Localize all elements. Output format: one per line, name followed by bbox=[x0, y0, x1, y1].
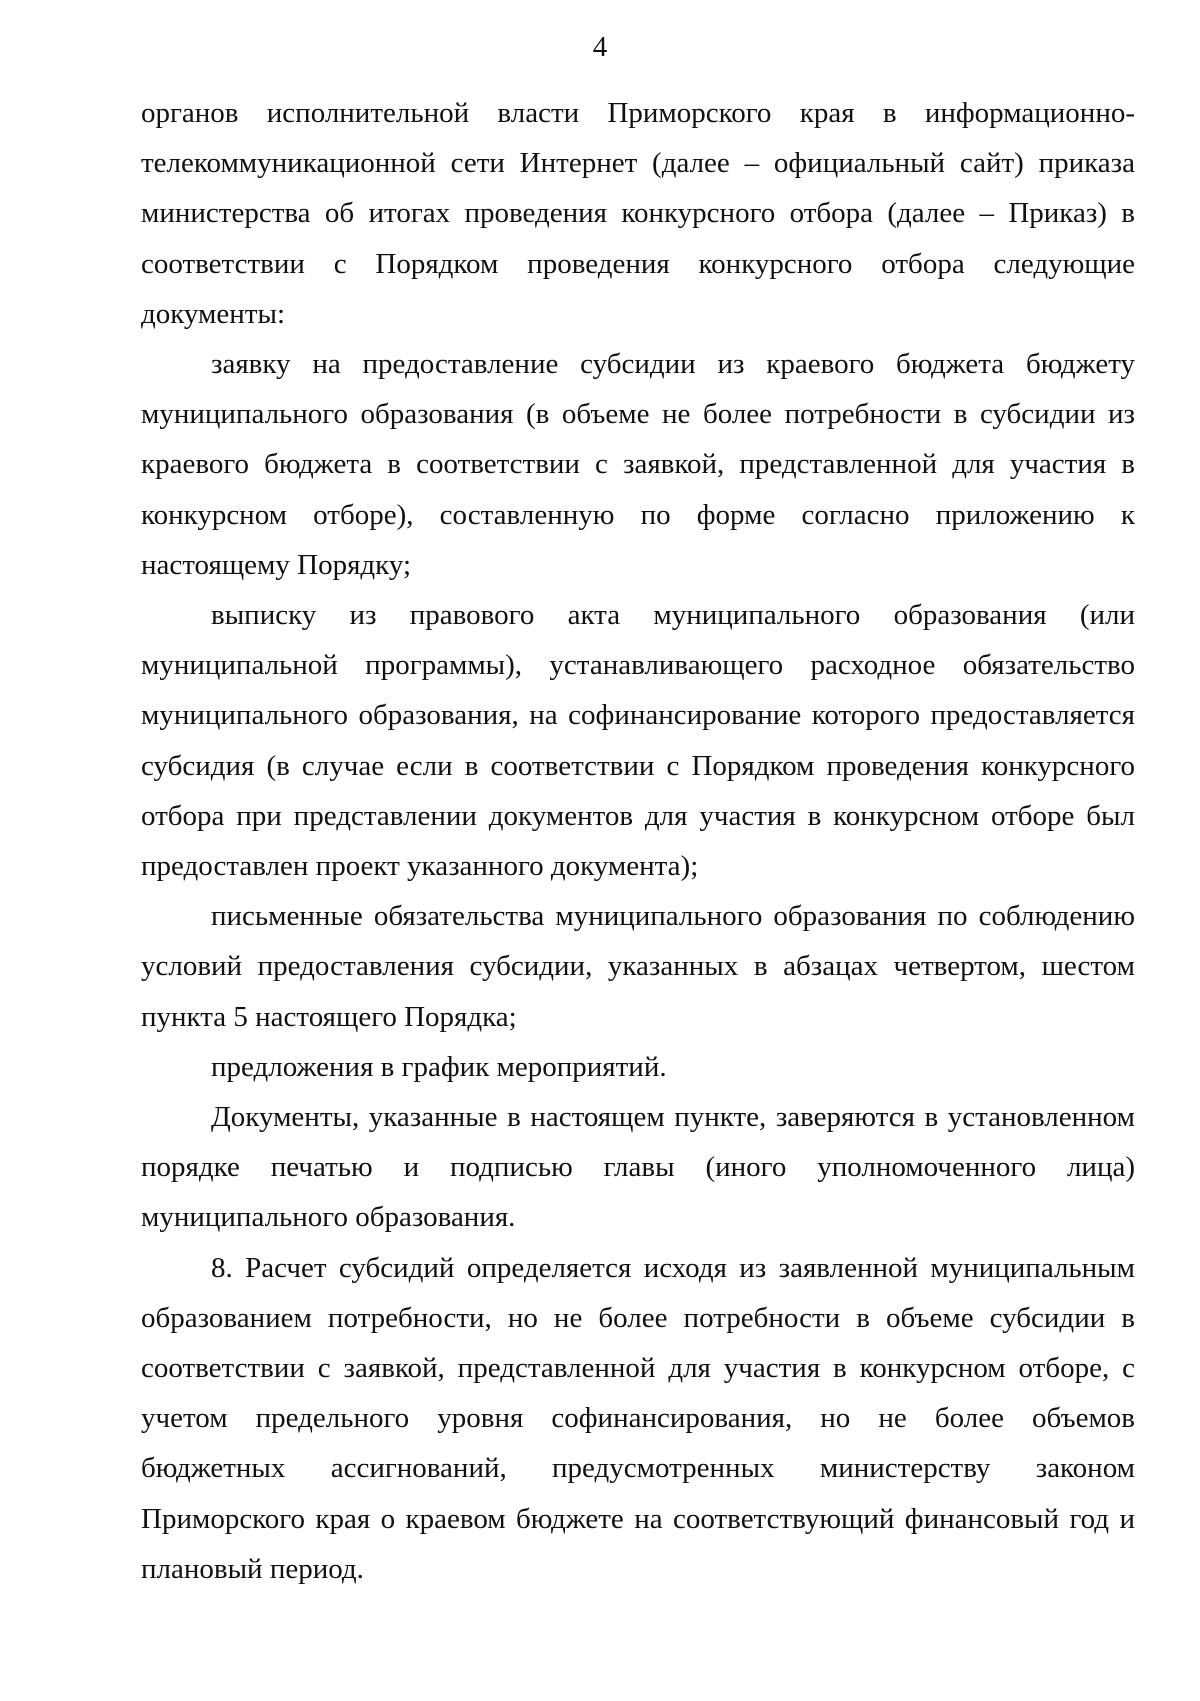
paragraph-application: заявку на предоставление субсидии из краевого бюджета бюджету муниципального образования (в объеме не более потребности в субсидии из краевого бюджета в соответствии с заявкой, представленной для участия в конкурсном отборе), составленную по форме согласно приложению к настоящему Порядку; bbox=[141, 348, 1135, 581]
paragraph-extract: выписку из правового акта муниципального образования (или муниципальной программы), устанавливающего расходное обязательство муниципального образования, на софинансирование которого предоставляется субсидия (в случае если в соответствии с Порядком проведения конкурсного отбора при представлении документов для участия в конкурсном отборе был предоставлен проект указанного документа); bbox=[141, 599, 1135, 883]
paragraph-certification: Документы, указанные в настоящем пункте, заверяются в установленном порядке печатью и подписью главы (иного уполномоченного лица) муниципального образования. bbox=[141, 1101, 1135, 1234]
page-number: 4 bbox=[592, 31, 608, 63]
paragraph-continuation: органов исполнительной власти Приморского края в информационно-телекоммуникационной сети Интернет (далее – официальный сайт) приказа министерства об итогах проведения конкурсного отбора (далее – Приказ) в соответствии с Порядком проведения конкурсного отбора следующие документы: bbox=[141, 97, 1135, 330]
paragraph-item-8: 8. Расчет субсидий определяется исходя из заявленной муниципальным образованием потребности, но не более потребности в объеме субсидии в соответствии с заявкой, представленной для участия в конкурсном отборе, с учетом предельного уровня софинансирования, но не более объемов бюджетных ассигнований, предусмотренных министерству законом Приморского края о краевом бюджете на соответствующий финансовый год и плановый период. bbox=[141, 1251, 1135, 1585]
document-body bbox=[141, 88, 1135, 1594]
paragraph-obligations: письменные обязательства муниципального образования по соблюдению условий предоставления субсидии, указанных в абзацах четвертом, шестом пункта 5 настоящего Порядка; bbox=[141, 900, 1135, 1033]
paragraph-schedule: предложения в график мероприятий. bbox=[211, 1050, 667, 1083]
